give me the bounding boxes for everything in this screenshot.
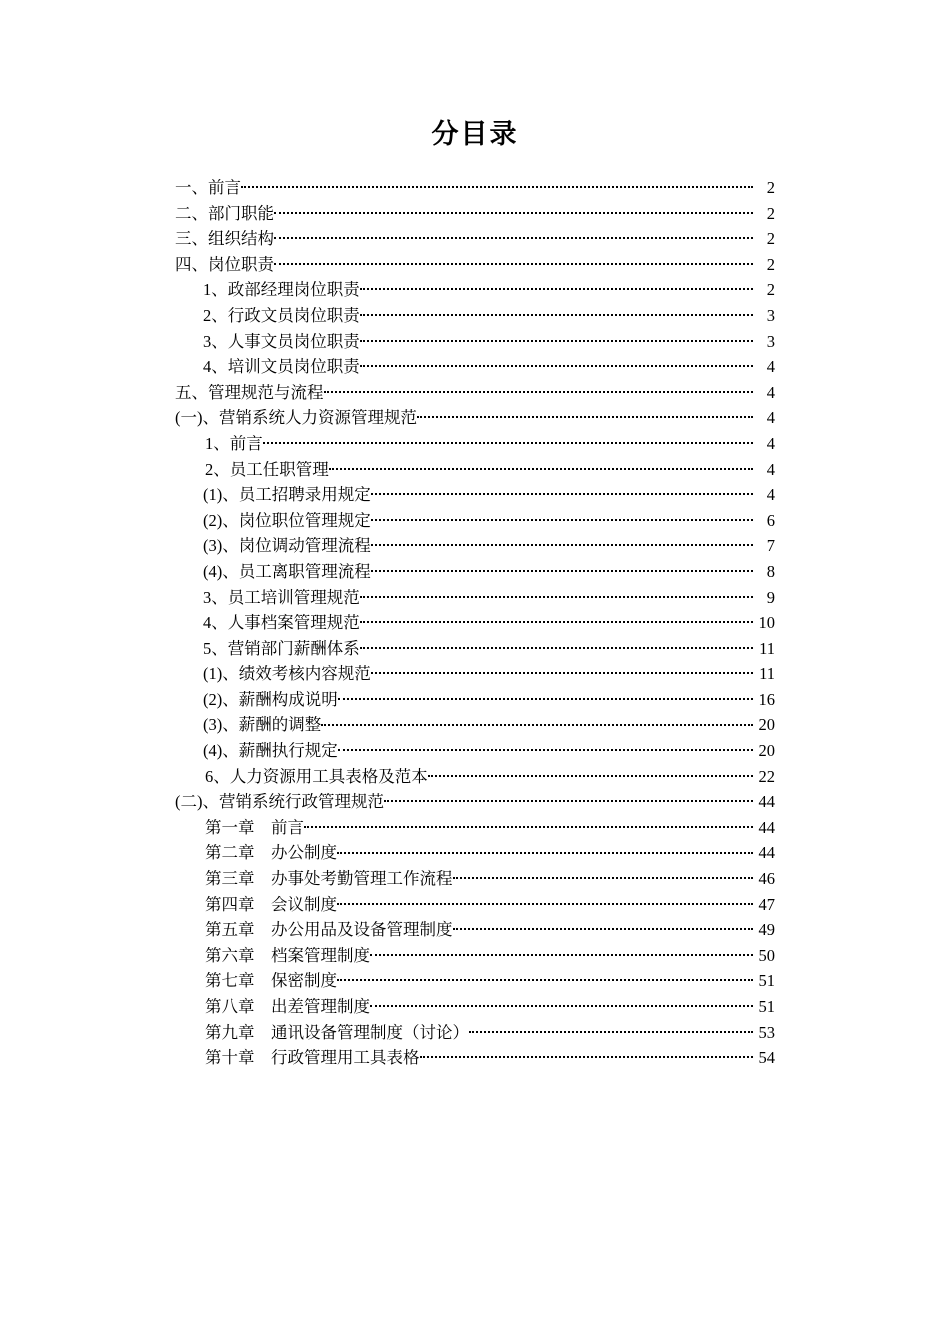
toc-leader-dots <box>274 202 753 219</box>
toc-leader-dots <box>417 407 753 424</box>
toc-entry-page: 2 <box>766 280 775 300</box>
toc-entry[interactable] <box>175 175 775 201</box>
toc-leader-dots <box>469 1021 753 1038</box>
toc-entry[interactable] <box>175 252 775 278</box>
toc-leader-dots <box>274 253 753 270</box>
toc-entry-page: 16 <box>758 689 775 709</box>
toc-entry-page: 3 <box>766 305 775 325</box>
toc-entry-label: 4、培训文员岗位职责 <box>203 357 360 377</box>
table-of-contents <box>175 175 775 1071</box>
toc-entry-label: (2)、薪酬构成说明 <box>203 689 338 709</box>
toc-entry-label: 四、岗位职责 <box>175 254 274 274</box>
toc-entry-label: 第五章 办公用品及设备管理制度 <box>205 920 453 940</box>
toc-entry-page: 2 <box>766 254 775 274</box>
toc-entry-label: 3、人事文员岗位职责 <box>203 331 360 351</box>
toc-entry-label: (1)、绩效考核内容规范 <box>203 664 371 684</box>
toc-entry[interactable] <box>175 687 775 713</box>
toc-entry[interactable] <box>175 968 775 994</box>
toc-entry[interactable] <box>175 303 775 329</box>
toc-leader-dots <box>371 484 753 501</box>
toc-entry-label: 第三章 办事处考勤管理工作流程 <box>205 869 453 889</box>
toc-leader-dots <box>453 868 754 885</box>
toc-entry[interactable] <box>175 610 775 636</box>
toc-entry-label: 2、员工任职管理 <box>205 459 329 479</box>
toc-entry-page: 44 <box>758 817 775 837</box>
toc-leader-dots <box>360 612 753 629</box>
toc-entry[interactable] <box>175 585 775 611</box>
toc-entry-label: 五、管理规范与流程 <box>175 382 324 402</box>
toc-entry[interactable] <box>175 943 775 969</box>
toc-entry-page: 4 <box>766 433 775 453</box>
toc-leader-dots <box>241 177 753 194</box>
toc-entry[interactable] <box>175 661 775 687</box>
toc-entry-page: 47 <box>758 894 775 914</box>
toc-entry[interactable] <box>175 866 775 892</box>
toc-entry-page: 20 <box>758 741 775 761</box>
toc-entry-page: 44 <box>758 843 775 863</box>
toc-leader-dots <box>337 842 753 859</box>
toc-entry-page: 8 <box>766 561 775 581</box>
toc-entry[interactable] <box>175 201 775 227</box>
toc-entry-label: 2、行政文员岗位职责 <box>203 305 360 325</box>
toc-entry-label: 5、营销部门薪酬体系 <box>203 638 360 658</box>
toc-entry-page: 4 <box>766 408 775 428</box>
toc-entry[interactable] <box>175 277 775 303</box>
toc-leader-dots <box>337 970 753 987</box>
toc-leader-dots <box>371 509 753 526</box>
toc-entry-label: (1)、员工招聘录用规定 <box>203 485 371 505</box>
toc-entry-label: (4)、薪酬执行规定 <box>203 741 338 761</box>
toc-entry[interactable] <box>175 712 775 738</box>
toc-leader-dots <box>360 304 753 321</box>
toc-entry-label: 第七章 保密制度 <box>205 971 337 991</box>
toc-entry[interactable] <box>175 917 775 943</box>
toc-entry-page: 2 <box>766 178 775 197</box>
toc-entry[interactable] <box>175 533 775 559</box>
toc-entry-label: 1、前言 <box>205 433 263 453</box>
toc-entry-label: 第六章 档案管理制度 <box>205 945 370 965</box>
toc-leader-dots <box>360 586 753 603</box>
toc-leader-dots <box>370 944 753 961</box>
toc-entry[interactable] <box>175 380 775 406</box>
toc-entry-page: 2 <box>766 203 775 223</box>
toc-entry-page: 3 <box>766 331 775 351</box>
toc-leader-dots <box>371 535 753 552</box>
toc-entry-label: 4、人事档案管理规范 <box>203 613 360 633</box>
toc-entry-page: 46 <box>758 869 775 889</box>
toc-entry-page: 10 <box>758 613 775 633</box>
toc-entry-page: 6 <box>766 510 775 530</box>
toc-leader-dots <box>428 765 753 782</box>
toc-entry[interactable] <box>175 226 775 252</box>
toc-leader-dots <box>360 356 753 373</box>
toc-entry[interactable] <box>175 405 775 431</box>
toc-entry-page: 53 <box>758 1022 775 1042</box>
toc-leader-dots <box>453 919 754 936</box>
toc-leader-dots <box>384 791 753 808</box>
toc-entry-label: 第二章 办公制度 <box>205 843 337 863</box>
toc-entry[interactable] <box>175 892 775 918</box>
toc-entry-label: 一、前言 <box>175 178 241 197</box>
toc-entry-label: 6、人力资源用工具表格及范本 <box>205 766 428 786</box>
toc-entry-page: 44 <box>758 792 775 812</box>
toc-entry-page: 50 <box>758 945 775 965</box>
toc-entry[interactable] <box>175 764 775 790</box>
toc-entry-page: 22 <box>758 766 775 786</box>
toc-entry-label: 二、部门职能 <box>175 203 274 223</box>
toc-entry-label: 第八章 出差管理制度 <box>205 997 370 1016</box>
toc-entry[interactable] <box>175 457 775 483</box>
toc-entry[interactable] <box>175 329 775 355</box>
toc-entry[interactable] <box>175 840 775 866</box>
toc-entry[interactable] <box>175 354 775 380</box>
toc-leader-dots <box>263 432 753 449</box>
toc-leader-dots <box>371 663 753 680</box>
toc-entry-page: 20 <box>758 715 775 735</box>
toc-entry-label: 第四章 会议制度 <box>205 894 337 914</box>
toc-entry-page: 9 <box>766 587 775 607</box>
toc-leader-dots <box>338 740 753 757</box>
toc-entry-page: 49 <box>758 920 775 940</box>
toc-leader-dots <box>371 560 753 577</box>
toc-entry[interactable] <box>175 636 775 662</box>
toc-entry-label: (二)、营销系统行政管理规范 <box>175 792 384 812</box>
toc-entry-page: 11 <box>759 664 775 684</box>
toc-leader-dots <box>329 458 753 475</box>
toc-entry-page: 4 <box>766 382 775 402</box>
page-title: 分目录 <box>431 119 519 149</box>
toc-entry-page: 4 <box>766 357 775 377</box>
toc-entry[interactable] <box>175 508 775 534</box>
toc-entry-label: 第九章 通讯设备管理制度（讨论） <box>205 1022 469 1042</box>
toc-entry-page: 7 <box>766 536 775 556</box>
toc-entry-label: (2)、岗位职位管理规定 <box>203 510 371 530</box>
toc-leader-dots <box>274 228 753 245</box>
toc-leader-dots <box>360 279 753 296</box>
toc-entry[interactable] <box>175 789 775 815</box>
toc-leader-dots <box>324 381 754 398</box>
toc-leader-dots <box>321 714 753 731</box>
toc-entry-label: 第一章 前言 <box>205 817 304 837</box>
toc-entry[interactable] <box>175 738 775 764</box>
toc-entry-page: 51 <box>758 997 775 1016</box>
toc-entry-page: 2 <box>766 229 775 249</box>
toc-leader-dots <box>360 637 753 654</box>
toc-leader-dots <box>304 816 753 833</box>
toc-leader-dots <box>338 688 753 705</box>
toc-entry-label: (4)、员工离职管理流程 <box>203 561 371 581</box>
toc-entry-page: 54 <box>758 1048 775 1068</box>
toc-entry[interactable] <box>175 559 775 585</box>
toc-entry-label: 第十章 行政管理用工具表格 <box>205 1048 420 1068</box>
toc-entry-label: (3)、薪酬的调整 <box>203 715 322 735</box>
toc-leader-dots <box>420 1047 754 1064</box>
toc-entry-page: 11 <box>759 638 775 658</box>
toc-entry-label: (3)、岗位调动管理流程 <box>203 536 371 556</box>
toc-entry[interactable] <box>175 815 775 841</box>
toc-entry-label: 三、组织结构 <box>175 229 274 249</box>
toc-entry[interactable] <box>175 431 775 457</box>
toc-entry-page: 51 <box>758 971 775 991</box>
toc-entry-label: 3、员工培训管理规范 <box>203 587 360 607</box>
toc-leader-dots <box>360 330 753 347</box>
toc-entry[interactable] <box>175 994 775 1020</box>
toc-entry[interactable] <box>175 1020 775 1046</box>
toc-entry-label: (一)、营销系统人力资源管理规范 <box>175 408 417 428</box>
toc-entry[interactable] <box>175 1045 775 1071</box>
toc-entry-page: 4 <box>766 485 775 505</box>
toc-entry-page: 4 <box>766 459 775 479</box>
toc-entry[interactable] <box>175 482 775 508</box>
toc-leader-dots <box>370 996 753 1013</box>
toc-entry-label: 1、政部经理岗位职责 <box>203 280 360 300</box>
toc-leader-dots <box>337 893 753 910</box>
